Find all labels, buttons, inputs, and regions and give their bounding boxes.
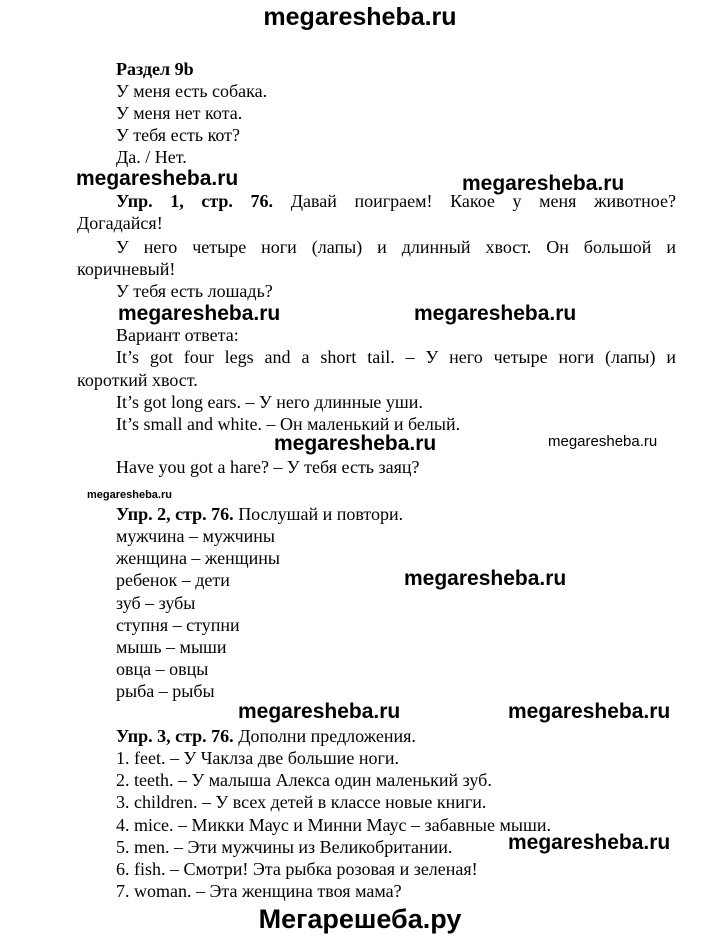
watermark[interactable]: megaresheba.ru <box>87 489 172 501</box>
ex2-word: ребенок – дети <box>116 570 230 590</box>
ex2-word: ступня – ступни <box>116 615 240 635</box>
ex3-item: 1. feet. – У Чаклза две большие ноги. <box>116 748 400 768</box>
section-line-4: Да. / Нет. <box>116 147 187 167</box>
section-title: Раздел 9b <box>116 59 194 79</box>
ex2-word: зуб – зубы <box>116 593 196 613</box>
ex3-item: 7. woman. – Эта женщина твоя мама? <box>116 881 402 901</box>
section-line-3: У тебя есть кот? <box>116 125 241 145</box>
watermark[interactable]: megaresheba.ru <box>414 302 577 325</box>
ex3-item: 5. men. – Эти мужчины из Великобритании. <box>116 837 453 857</box>
watermark[interactable]: megaresheba.ru <box>238 700 401 723</box>
ex2-word: мужчина – мужчины <box>116 526 276 546</box>
watermark[interactable]: megaresheba.ru <box>508 700 671 723</box>
ex1-line-9: It’s got long ears. – У него длинные уши. <box>116 392 423 412</box>
ex1-line-3: У него четыре ноги (лапы) и длинный хвост. Он большой и <box>116 237 676 257</box>
ex2-word: женщина – женщины <box>116 548 280 568</box>
watermark[interactable]: megaresheba.ru <box>548 433 658 450</box>
ex3-heading: Упр. 3, стр. 76. Дополни предложения. <box>116 726 416 746</box>
ex3-item: 2. teeth. – У малыша Алекса один маленький зуб. <box>116 770 492 790</box>
ex1-line-2: Догадайся! <box>77 213 163 233</box>
watermark[interactable]: megaresheba.ru <box>508 831 671 854</box>
watermark[interactable]: megaresheba.ru <box>462 172 625 195</box>
ex1-line-7: It’s got four legs and a short tail. – У него четыре ноги (лапы) и <box>116 347 676 367</box>
watermark[interactable]: megaresheba.ru <box>76 167 239 190</box>
ex1-line-1: Упр. 1, стр. 76. Давай поиграем! Какое у меня животное? <box>116 191 676 211</box>
ex2-word: рыба – рыбы <box>116 681 215 701</box>
ex2-word: овца – овцы <box>116 659 209 679</box>
ex1-line-10: It’s small and white. – Он маленький и белый. <box>116 414 461 434</box>
watermark[interactable]: megaresheba.ru <box>404 567 567 590</box>
ex1-line-11: Have you got a hare? – У тебя есть заяц? <box>116 457 420 477</box>
watermark-top[interactable]: megaresheba.ru <box>263 3 457 31</box>
ex1-line-4: коричневый! <box>77 259 176 279</box>
ex3-item: 6. fish. – Смотри! Эта рыбка розовая и зеленая! <box>116 859 478 879</box>
watermark[interactable]: megaresheba.ru <box>118 302 281 325</box>
ex2-heading: Упр. 2, стр. 76. Послушай и повтори. <box>116 504 404 524</box>
section-line-1: У меня есть собака. <box>116 81 268 101</box>
ex3-item: 3. children. – У всех детей в классе новые книги. <box>116 792 487 812</box>
ex2-word: мышь – мыши <box>116 637 227 657</box>
watermark-bottom[interactable]: Мегарешеба.ру <box>258 904 462 934</box>
ex1-line-5: У тебя есть лошадь? <box>116 281 273 301</box>
ex3-item: 4. mice. – Микки Маус и Минни Маус – забавные мыши. <box>116 815 551 835</box>
ex1-line-8: короткий хвост. <box>77 370 198 390</box>
ex1-answer-label: Вариант ответа: <box>116 325 239 345</box>
section-line-2: У меня нет кота. <box>116 103 243 123</box>
watermark[interactable]: megaresheba.ru <box>274 432 437 455</box>
